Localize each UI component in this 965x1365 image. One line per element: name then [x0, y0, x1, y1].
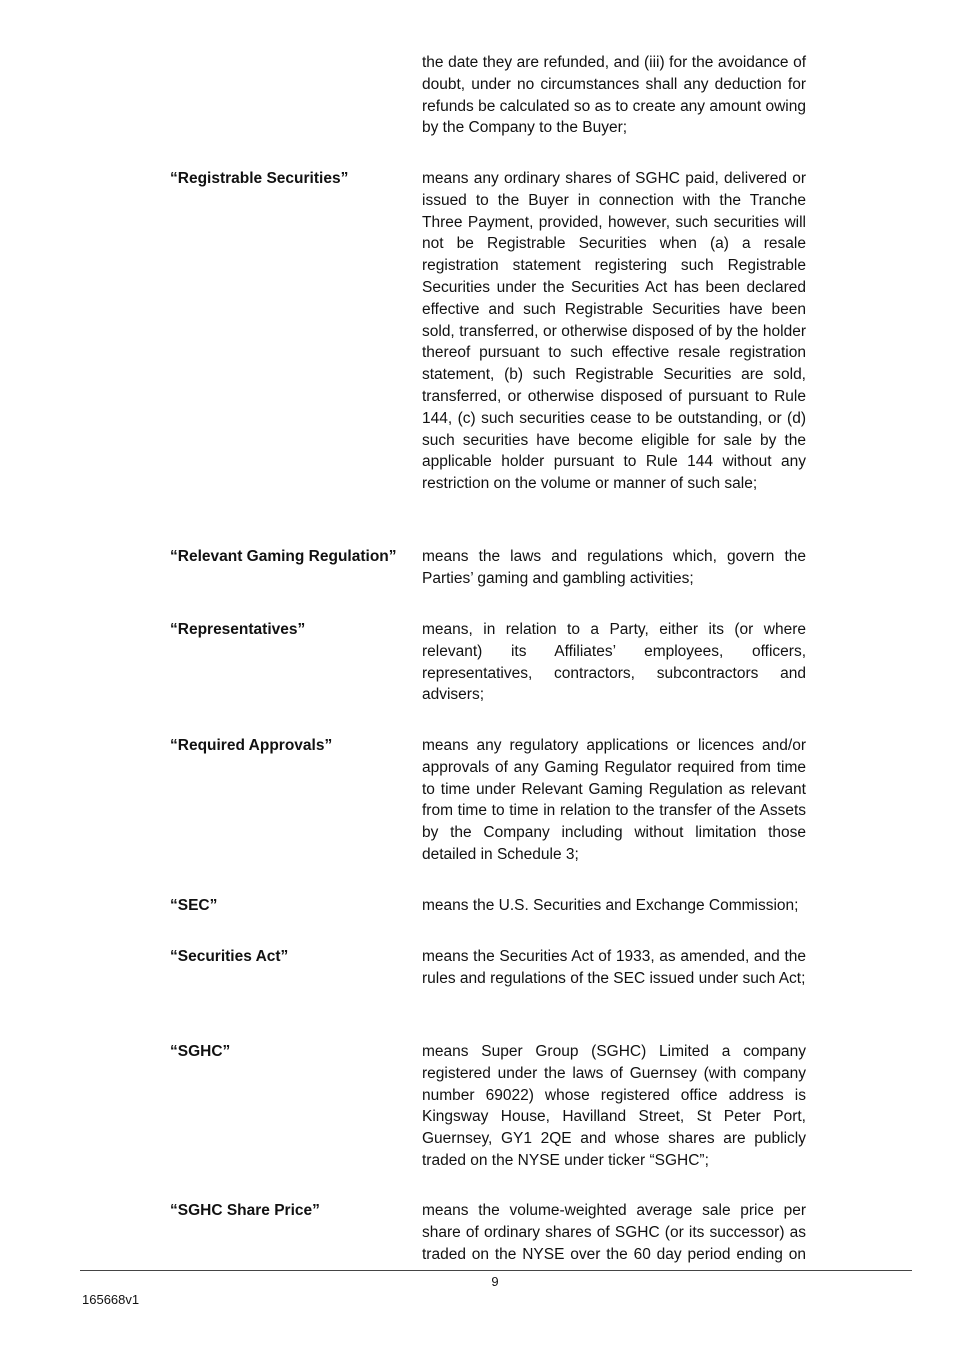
definition-relevant-gaming-regulation: means the laws and regulations which, govern the Parties’ gaming and gambling activities;: [422, 548, 806, 587]
definition-required-approvals: means any regulatory applications or licences and/or approvals of any Gaming Regulator required from time to time under Relevant Gaming Regulation as relevant from time to time in relation to the transfer of the Assets by the Company including without limitation those detailed in Schedule 3;: [422, 737, 806, 863]
definition-representatives: means, in relation to a Party, either its (or where relevant) its Affiliates’ employees, officers, representatives, contractors, subcontractors and advisers;: [422, 621, 806, 704]
definition-sec: means the U.S. Securities and Exchange Commission;: [422, 897, 799, 914]
term-registrable-securities: “Registrable Securities”: [170, 170, 349, 187]
term-sec: “SEC”: [170, 897, 218, 914]
continuation-paragraph: the date they are refunded, and (iii) for the avoidance of doubt, under no circumstances shall any deduction for refunds be calculated so as to create any amount owing by the Company to the Buyer;: [422, 54, 806, 137]
page-number: 9: [491, 1274, 499, 1289]
footer-divider: [80, 1270, 912, 1271]
term-sghc: “SGHC”: [170, 1043, 231, 1060]
definition-sghc-share-price: means the volume-weighted average sale price per share of ordinary shares of SGHC (or its successor) as traded on the NYSE over the 60 day period ending on: [422, 1202, 806, 1263]
definition-registrable-securities: means any ordinary shares of SGHC paid, delivered or issued to the Buyer in connection with the Tranche Three Payment, provided, however, such securities will not be Registrable Securities when (a) a resale registration statement registering such Registrable Securities under the Securities Act has been declared effective and such Registrable Securities have been sold, transferred, or otherwise disposed of by the holder thereof pursuant to such effective resale registration statement, (b) such Registrable Securities are sold, transferred, or otherwise disposed of pursuant to Rule 144, (c) such securities cease to be outstanding, or (d) such securities have become eligible for sale by the applicable holder pursuant to Rule 144 without any restriction on the volume or manner of such sale;: [422, 170, 806, 493]
definition-securities-act: means the Securities Act of 1933, as amended, and the rules and regulations of the SEC issued under such Act;: [422, 948, 806, 987]
definition-sghc: means Super Group (SGHC) Limited a company registered under the laws of Guernsey (with company number 69022) whose registered office address is Kingsway House, Havilland Street, St Peter Port, Guernsey, GY1 2QE and whose shares are publicly traded on the NYSE under ticker “SGHC”;: [422, 1043, 806, 1169]
term-relevant-gaming-regulation: “Relevant Gaming Regulation”: [170, 548, 397, 565]
term-representatives: “Representatives”: [170, 621, 306, 638]
term-required-approvals: “Required Approvals”: [170, 737, 333, 754]
term-securities-act: “Securities Act”: [170, 948, 289, 965]
document-id: 165668v1: [82, 1292, 140, 1307]
term-sghc-share-price: “SGHC Share Price”: [170, 1202, 320, 1219]
